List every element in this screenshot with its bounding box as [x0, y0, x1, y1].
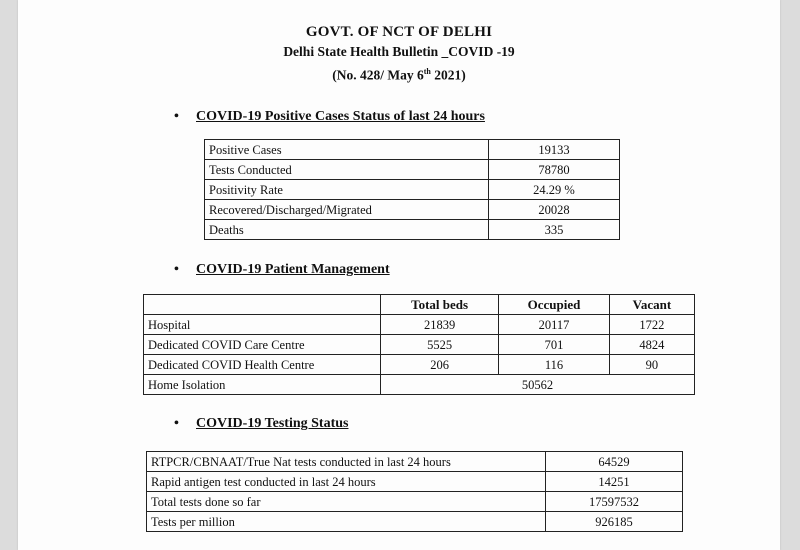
table-row — [147, 512, 683, 532]
table-row — [144, 315, 695, 335]
row-label: Recovered/Discharged/Migrated — [205, 200, 489, 220]
row-value: 19133 — [489, 140, 620, 160]
row-value: 335 — [489, 220, 620, 240]
patient-management-title: COVID-19 Patient Management — [196, 262, 390, 277]
vacant-value: 90 — [609, 355, 694, 375]
table-row — [147, 472, 683, 492]
total-beds-value: 5525 — [381, 335, 499, 355]
table-row — [205, 180, 620, 200]
bulletin-title: Delhi State Health Bulletin _COVID -19 — [283, 44, 515, 59]
row-value: 24.29 % — [489, 180, 620, 200]
row-value: 78780 — [489, 160, 620, 180]
table-row — [144, 335, 695, 355]
table-row — [147, 452, 683, 472]
table-row — [205, 200, 620, 220]
row-label: Positive Cases — [205, 140, 489, 160]
row-label: RTPCR/CBNAAT/True Nat tests conducted in last 24 hours — [147, 452, 546, 472]
row-label: Dedicated COVID Health Centre — [144, 355, 381, 375]
table-header-row — [144, 295, 695, 315]
row-label: Positivity Rate — [205, 180, 489, 200]
total-beds-value: 21839 — [381, 315, 499, 335]
bullet-icon: • — [174, 109, 179, 124]
column-header: Total beds — [381, 295, 499, 315]
bulletin-page — [18, 0, 780, 550]
testing-status-heading — [174, 416, 348, 432]
positive-cases-table — [204, 139, 620, 240]
row-value: 926185 — [546, 512, 683, 532]
table-row — [205, 140, 620, 160]
occupied-value: 20117 — [499, 315, 610, 335]
vacant-value: 4824 — [609, 335, 694, 355]
row-value: 64529 — [546, 452, 683, 472]
bullet-icon: • — [174, 262, 179, 277]
date-suffix: th — [423, 67, 431, 76]
occupied-value: 116 — [499, 355, 610, 375]
table-row — [144, 375, 695, 395]
testing-status-title: COVID-19 Testing Status — [196, 416, 349, 431]
column-header: Vacant — [609, 295, 694, 315]
occupied-value: 701 — [499, 335, 610, 355]
testing-status-table — [146, 451, 683, 532]
row-label: Dedicated COVID Care Centre — [144, 335, 381, 355]
bullet-icon: • — [174, 416, 179, 431]
patient-management-table — [143, 294, 695, 395]
home-isolation-value: 50562 — [381, 375, 695, 395]
row-value: 14251 — [546, 472, 683, 492]
row-label: Hospital — [144, 315, 381, 335]
column-header: Occupied — [499, 295, 610, 315]
row-label: Deaths — [205, 220, 489, 240]
positive-cases-heading — [174, 109, 485, 125]
row-label: Home Isolation — [144, 375, 381, 395]
row-value: 17597532 — [546, 492, 683, 512]
row-label: Rapid antigen test conducted in last 24 hours — [147, 472, 546, 492]
row-label: Tests per million — [147, 512, 546, 532]
patient-management-heading — [174, 262, 390, 278]
table-row — [205, 220, 620, 240]
table-row — [205, 160, 620, 180]
bulletin-year: 2021) — [430, 67, 466, 83]
vacant-value: 1722 — [609, 315, 694, 335]
table-row — [144, 355, 695, 375]
bulletin-number-text: (No. 428/ May 6 — [332, 67, 424, 83]
table-row — [147, 492, 683, 512]
column-header — [144, 295, 381, 315]
bulletin-header — [18, 22, 780, 86]
row-label: Tests Conducted — [205, 160, 489, 180]
row-value: 20028 — [489, 200, 620, 220]
bulletin-number — [18, 62, 780, 86]
row-label: Total tests done so far — [147, 492, 546, 512]
total-beds-value: 206 — [381, 355, 499, 375]
positive-cases-title: COVID-19 Positive Cases Status of last 24 hours — [196, 109, 485, 124]
govt-title: GOVT. OF NCT OF DELHI — [305, 24, 493, 40]
